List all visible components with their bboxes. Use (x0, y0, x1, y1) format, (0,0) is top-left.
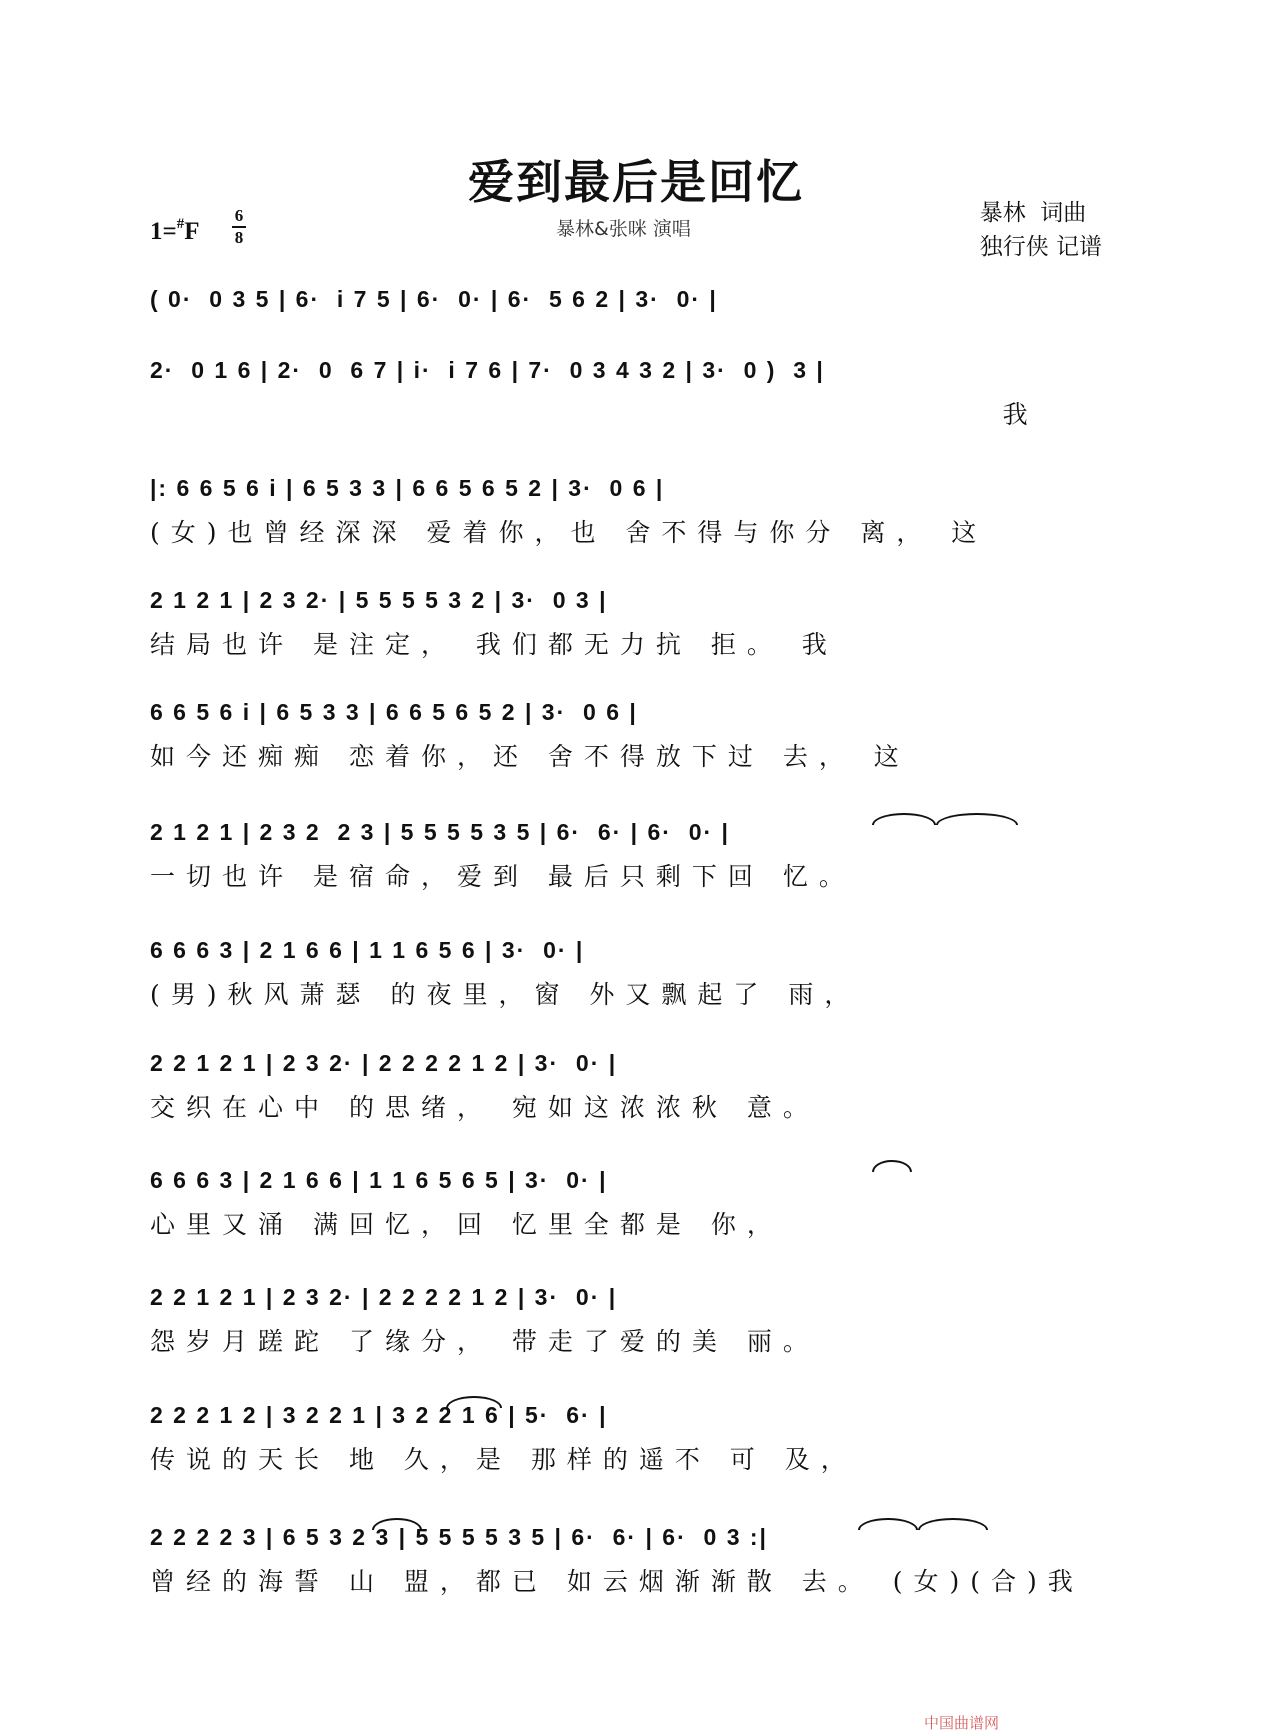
key-letter: F (184, 218, 200, 245)
notes-line: 2· 0 1 6 | 2· 0 6 7 | i· i 7 6 | 7· 0 3 4 3 2 | 3· 0 ) 3 | (150, 356, 825, 383)
tie-mark (872, 813, 936, 825)
notes-line: 2 1 2 1 | 2 3 2 2 3 | 5 5 5 5 3 5 | 6· 6· | 6· 0· | (150, 818, 730, 845)
lyrics-line: 结局也许 是注定， 我们都无力抗 拒。 我 (150, 630, 838, 659)
notes-line: 2 2 1 2 1 | 2 3 2· | 2 2 2 2 1 2 | 3· 0· | (150, 1049, 618, 1076)
notes-line: 2 2 2 1 2 | 3 2 2 1 | 3 2 2 1 6 | 5· 6· | (150, 1401, 608, 1428)
credits (980, 196, 1102, 264)
lyrics-line: 如今还痴痴 恋着你，还 舍不得放下过 去， 这 (150, 742, 910, 771)
key-prefix: 1= (150, 218, 177, 245)
lyrics-line: 心里又涌 满回忆，回 忆里全都是 你， (150, 1210, 783, 1239)
tie-mark (936, 813, 1018, 825)
performers: 暴林&张咪 演唱 (556, 218, 691, 240)
sharp-sign: # (176, 216, 185, 232)
notes-line: ( 0· 0 3 5 | 6· i 7 5 | 6· 0· | 6· 5 6 2 | 3· 0· | (150, 285, 718, 312)
lyrics-line: 交织在心中 的思绪， 宛如这浓浓秋 意。 (150, 1093, 819, 1122)
watermark: 中国曲谱网 (924, 1714, 1000, 1732)
notes-line: 2 1 2 1 | 2 3 2· | 5 5 5 5 3 2 | 3· 0 3 | (150, 586, 608, 613)
notes-line: 6 6 5 6 i | 6 5 3 3 | 6 6 5 6 5 2 | 3· 0 6 | (150, 698, 638, 725)
tie-mark (918, 1518, 988, 1530)
notes-line: 2 2 2 2 3 | 6 5 3 2 3 | 5 5 5 5 3 5 | 6· 6· | 6· 0 3 :| (150, 1523, 768, 1550)
slur-mark (446, 1396, 502, 1408)
slur-mark (872, 1160, 912, 1172)
lyrics-line: 一切也许 是宿命，爱到 最后只剩下回 忆。 (150, 862, 855, 891)
lyrics-line: 我 (150, 400, 1039, 429)
slur-mark (372, 1518, 422, 1530)
lyrics-line: (男)秋风萧瑟 的夜里，窗 外又飘起了 雨， (150, 980, 861, 1009)
notes-line: 2 2 1 2 1 | 2 3 2· | 2 2 2 2 1 2 | 3· 0· | (150, 1283, 618, 1310)
transcriber: 独行侠 记谱 (979, 234, 1102, 260)
notes-line: |: 6 6 5 6 i | 6 5 3 3 | 6 6 5 6 5 2 | 3· 0 6 | (150, 474, 665, 501)
notes-line: 6 6 6 3 | 2 1 6 6 | 1 1 6 5 6 | 3· 0· | (150, 936, 585, 963)
lyrics-line: (女)也曾经深深 爱着你，也 舍不得与你分 离， 这 (150, 518, 988, 547)
time-signature (232, 208, 246, 246)
tie-mark (858, 1518, 918, 1530)
notes-line: 6 6 6 3 | 2 1 6 6 | 1 1 6 5 6 5 | 3· 0· | (150, 1166, 608, 1193)
meter-top: 6 (234, 206, 244, 225)
lyrics-line: 曾经的海誓 山 盟，都已 如云烟渐渐散 去。 (女)(合)我 (150, 1567, 1084, 1596)
song-title: 爱到最后是回忆 (468, 155, 804, 209)
meter-bottom: 8 (234, 228, 244, 247)
lyricist-composer: 暴林 词曲 (979, 200, 1087, 226)
lyrics-line: 怨岁月蹉跎 了缘分， 带走了爱的美 丽。 (150, 1327, 819, 1356)
key-signature (150, 216, 200, 246)
lyrics-line: 传说的天长 地 久，是 那样的遥不 可 及， (150, 1445, 857, 1474)
